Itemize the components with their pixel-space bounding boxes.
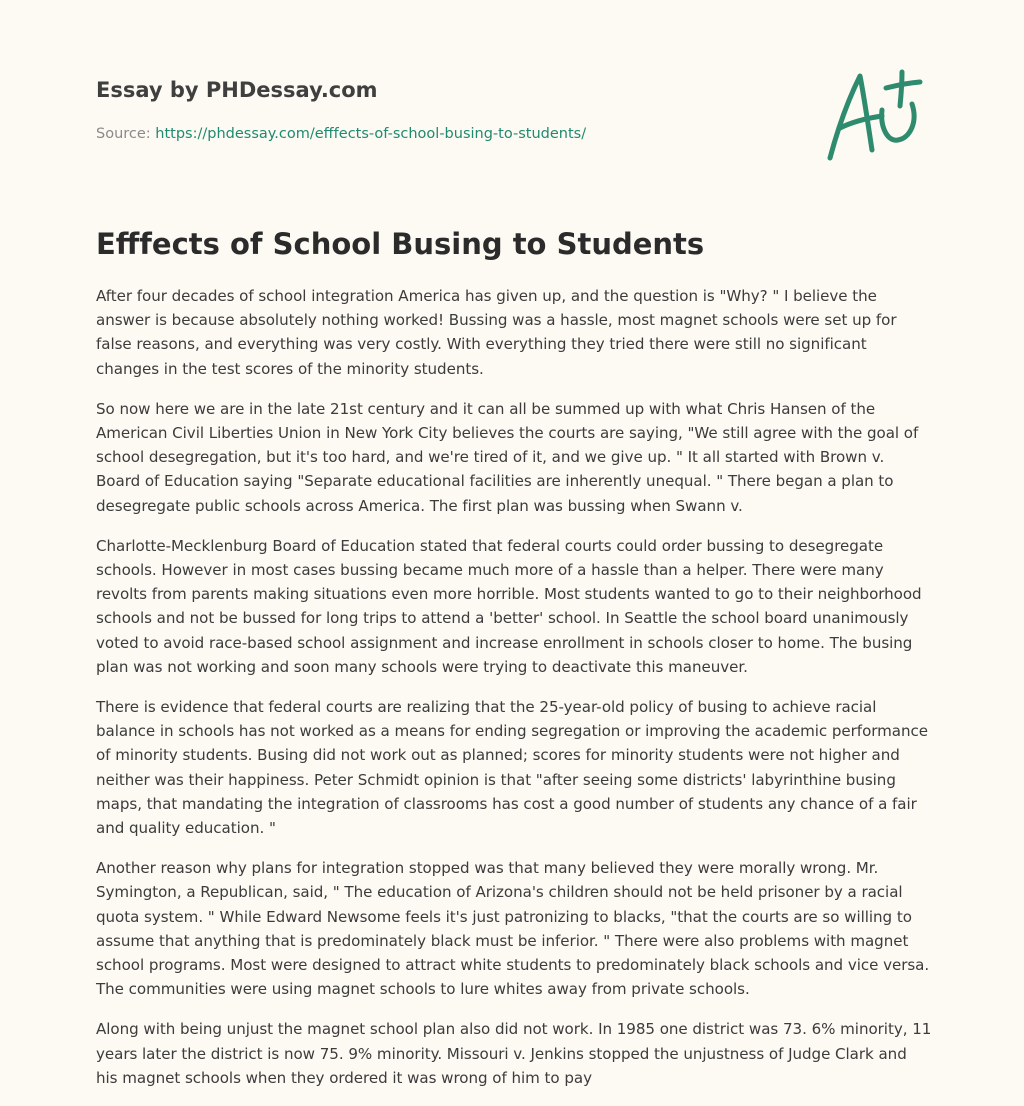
essay-body [96, 284, 932, 1106]
site-brand: Essay by PHDessay.com [96, 78, 378, 102]
a-plus-logo-icon [820, 66, 930, 166]
essay-paragraph: Another reason why plans for integration stopped was that many believed they were morally wrong. Mr. Symington, a Republican, said, " The education of Arizona's children should not be held prisoner by a racial quota system. " While Edward Newsome feels it's just patronizing to blacks, "that the courts are so willing to assume that anything that is predominately black must be inferior. " There were also problems with magnet school programs. Most were designed to attract white students to predominately black schools and vice versa. The communities were using magnet schools to lure whites away from private schools. [96, 859, 930, 999]
essay-paragraph: So now here we are in the late 21st century and it can all be summed up with what Chris Hansen of the American Civil Liberties Union in New York City believes the courts are saying, "We still agree with the goal of school desegregation, but it's too hard, and we're tired of it, and we give up. " It all started with Brown v. Board of Education saying "Separate educational facilities are inherently unequal. " There began a plan to desegregate public schools across America. The first plan was bussing when Swann v. [96, 399, 919, 515]
essay-paragraph: Along with being unjust the magnet school plan also did not work. In 1985 one district was 73. 6% minority, 11 years later the district is now 75. 9% minority. Missouri v. Jenkins stopped the unjustness of Judge Clark and his magnet schools when they ordered it was wrong of him to pay [96, 1020, 932, 1087]
source-line [96, 124, 796, 144]
source-link[interactable]: https://phdessay.com/efffects-of-school-busing-to-students/ [155, 126, 587, 142]
essay-title: Efffects of School Busing to Students [96, 227, 705, 261]
essay-paragraph: Charlotte-Mecklenburg Board of Education stated that federal courts could order bussing to desegregate schools. However in most cases bussing became much more of a hassle than a helper. There were many revolts from parents making situations even more horrible. Most students wanted to go to their neighborhood schools and not be bussed for long trips to attend a 'better' school. In Seattle the school board unanimously voted to avoid race-based school assignment and increase enrollment in schools closer to home. The busing plan was not working and soon many schools were trying to deactivate this maneuver. [96, 536, 922, 676]
essay-paragraph: After four decades of school integration America has given up, and the question is "Why? " I believe the answer is because absolutely nothing worked! Bussing was a hassle, most magnet schools were set up for false reasons, and everything was very costly. With everything they tried there were still no significant changes in the test scores of the minority students. [96, 287, 897, 378]
essay-header [96, 76, 796, 144]
a-plus-logo-svg [820, 66, 930, 166]
essay-paragraph: There is evidence that federal courts are realizing that the 25-year-old policy of busing to achieve racial balance in schools has not worked as a means for ending segregation or improving the academic performance of minority students. Busing did not work out as planned; scores for minority students were not higher and neither was their happiness. Peter Schmidt opinion is that "after seeing some districts' labyrinthine busing maps, that mandating the integration of classrooms has cost a good number of students any chance of a fair and quality education. " [96, 698, 928, 838]
source-label: Source: [96, 126, 151, 142]
